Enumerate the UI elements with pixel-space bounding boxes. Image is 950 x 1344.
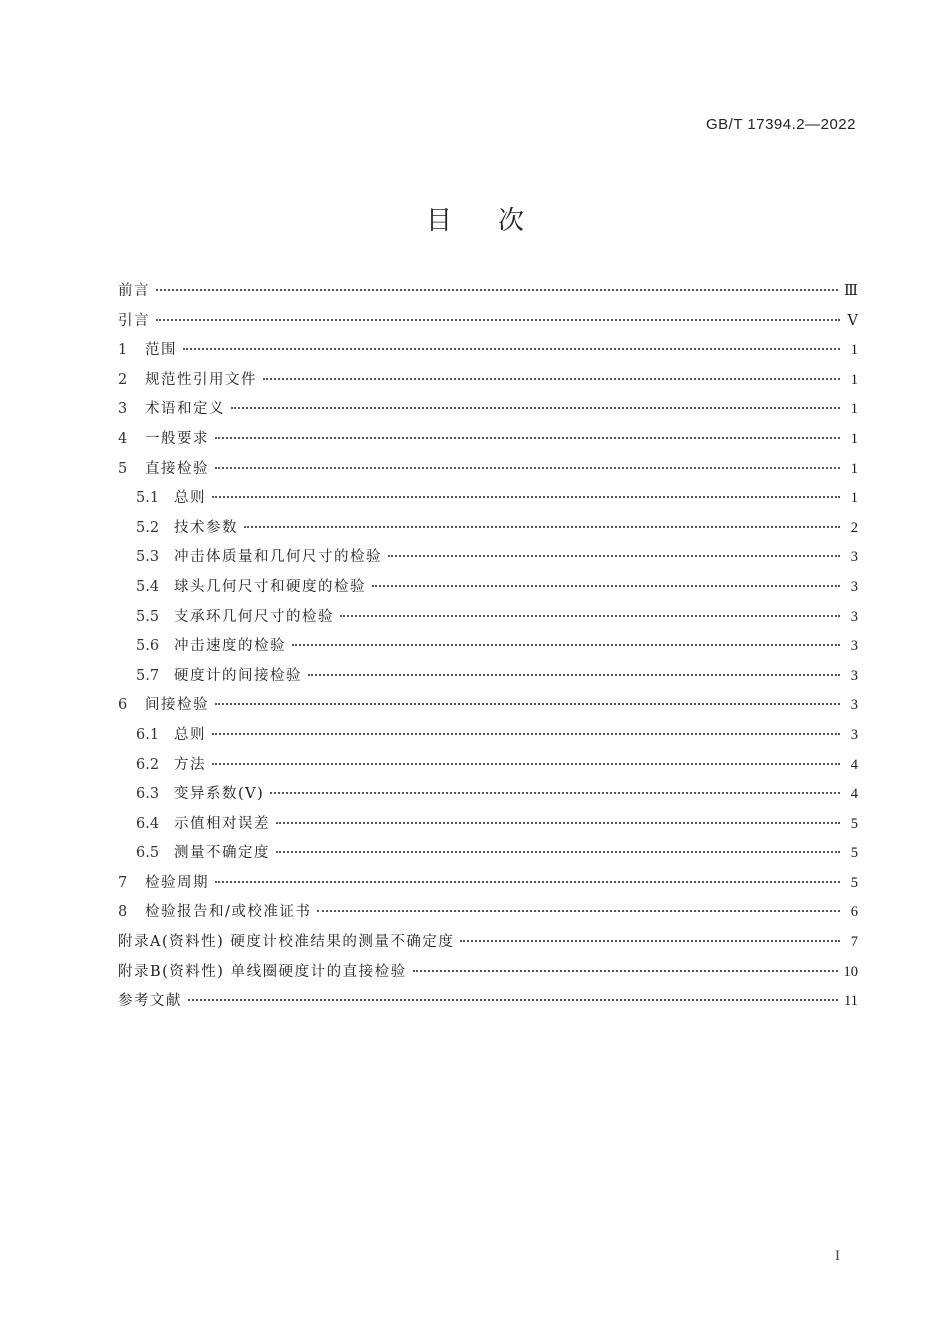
toc-entry-number: 6.4 [136, 815, 160, 832]
toc-entry-label: 测量不确定度 [174, 845, 270, 862]
toc-entry-page: 3 [850, 578, 858, 595]
dot-leader [308, 674, 840, 676]
toc-entry-number: 5.2 [136, 519, 160, 536]
toc-entry[interactable] [118, 928, 858, 958]
dot-leader [340, 615, 840, 617]
dot-leader [188, 999, 838, 1001]
dot-leader [460, 940, 840, 942]
toc-entry[interactable] [118, 810, 858, 840]
toc-entry-page: 2 [850, 519, 858, 536]
toc-entry-page: 11 [844, 993, 858, 1010]
toc-entry-page: 3 [850, 608, 858, 625]
toc-entry-label: 直接检验 [145, 460, 209, 477]
dot-leader [156, 319, 840, 321]
toc-entry-number: 6 [118, 697, 128, 714]
toc-entry-label: 附录A(资料性) 硬度计校准结果的测量不确定度 [118, 934, 455, 951]
toc-entry[interactable] [118, 455, 858, 485]
page-number: I [835, 1248, 840, 1264]
toc-entry[interactable] [118, 514, 858, 544]
toc-entry[interactable] [118, 987, 858, 1017]
toc-entry-label: 规范性引用文件 [145, 371, 257, 388]
toc-entry-label: 参考文献 [118, 993, 182, 1010]
toc-entry-page: 1 [850, 401, 858, 418]
dot-leader [276, 822, 840, 824]
toc-entry-page: 3 [850, 726, 858, 743]
dot-leader [270, 792, 840, 794]
toc-entry-page: 3 [850, 667, 858, 684]
toc-entry[interactable] [118, 336, 858, 366]
toc-entry-number: 2 [118, 371, 128, 388]
dot-leader [388, 555, 840, 557]
toc-entry-page: 1 [850, 490, 858, 507]
dot-leader [183, 348, 840, 350]
toc-entry-label: 间接检验 [145, 697, 209, 714]
toc-entry-page: 4 [850, 786, 858, 803]
toc-entry-label: 球头几何尺寸和硬度的检验 [174, 578, 366, 595]
dot-leader [317, 910, 840, 912]
toc-entry-number: 6.1 [136, 726, 160, 743]
toc-entry[interactable] [118, 543, 858, 573]
dot-leader [215, 881, 840, 883]
toc-entry-label: 范围 [145, 342, 177, 359]
toc-entry-label: 冲击体质量和几何尺寸的检验 [174, 549, 382, 566]
toc-entry-page: Ⅲ [844, 283, 858, 299]
toc-entry[interactable] [118, 307, 858, 337]
toc-entry-number: 1 [118, 342, 128, 359]
toc-entry-number: 8 [118, 904, 128, 921]
dot-leader [292, 644, 840, 646]
toc-entry-page: 5 [850, 874, 858, 891]
dot-leader [263, 378, 840, 380]
toc-entry-page: 5 [850, 845, 858, 862]
toc-entry-page: 5 [850, 815, 858, 832]
toc-entry[interactable] [118, 277, 858, 307]
toc-entry-page: 3 [850, 638, 858, 655]
toc-entry-page: 1 [850, 460, 858, 477]
toc-entry-number: 6.3 [136, 786, 160, 803]
toc-entry-label: 方法 [174, 756, 206, 773]
dot-leader [276, 851, 840, 853]
toc-entry-label: 支承环几何尺寸的检验 [174, 608, 334, 625]
toc-entry[interactable] [118, 869, 858, 899]
dot-leader [215, 437, 840, 439]
dot-leader [212, 763, 840, 765]
toc-entry-number: 6.5 [136, 845, 160, 862]
toc-entry[interactable] [118, 366, 858, 396]
toc-entry-label: 前言 [118, 283, 150, 299]
toc-entry-label: 技术参数 [174, 519, 238, 536]
dot-leader [212, 496, 840, 498]
toc-entry-label: 附录B(资料性) 单线圈硬度计的直接检验 [118, 963, 407, 980]
toc-entry-label: 变异系数(V) [174, 786, 265, 803]
toc-entry[interactable] [118, 484, 858, 514]
toc-entry-number: 6.2 [136, 756, 160, 773]
toc-entry-page: 3 [850, 549, 858, 566]
toc-entry[interactable] [118, 573, 858, 603]
toc-entry[interactable] [118, 662, 858, 692]
toc-entry-number: 3 [118, 401, 128, 418]
toc-entry-label: 引言 [118, 312, 150, 329]
toc-entry-page: 1 [850, 371, 858, 388]
dot-leader [215, 703, 840, 705]
dot-leader [372, 585, 840, 587]
dot-leader [244, 526, 840, 528]
toc-entry[interactable] [118, 603, 858, 633]
toc-entry-number: 5.6 [136, 638, 160, 655]
toc-entry-number: 5 [118, 460, 128, 477]
toc-entry-number: 5.1 [136, 490, 160, 507]
toc-entry-label: 检验报告和/或校准证书 [145, 904, 312, 921]
dot-leader [212, 733, 840, 735]
toc-entry[interactable] [118, 839, 858, 869]
dot-leader [156, 289, 838, 291]
toc-entry[interactable] [118, 780, 858, 810]
toc-entry-label: 术语和定义 [145, 401, 225, 418]
toc-entry[interactable] [118, 751, 858, 781]
dot-leader [231, 407, 840, 409]
toc-entry-label: 示值相对误差 [174, 815, 270, 832]
dot-leader [215, 467, 840, 469]
toc-entry-page: 10 [843, 963, 858, 980]
toc-entry[interactable] [118, 691, 858, 721]
toc-entry[interactable] [118, 721, 858, 751]
toc-entry-page: 6 [850, 904, 858, 921]
toc-entry-label: 总则 [174, 726, 206, 743]
toc-entry-label: 冲击速度的检验 [174, 638, 286, 655]
toc-entry-page: 4 [850, 756, 858, 773]
toc-entry-label: 总则 [174, 490, 206, 507]
standard-code: GB/T 17394.2—2022 [706, 116, 856, 133]
toc-entry-page: 7 [850, 934, 858, 951]
toc-entry-number: 4 [118, 430, 128, 447]
table-of-contents [118, 277, 858, 1017]
toc-entry-label: 硬度计的间接检验 [174, 667, 302, 684]
toc-entry-number: 5.3 [136, 549, 160, 566]
toc-entry-page: Ⅴ [847, 312, 858, 329]
toc-entry[interactable] [118, 632, 858, 662]
toc-entry[interactable] [118, 425, 858, 455]
toc-entry[interactable] [118, 898, 858, 928]
toc-entry-number: 7 [118, 874, 128, 891]
toc-entry-label: 检验周期 [145, 874, 209, 891]
page-title: 目次 [425, 206, 570, 236]
dot-leader [413, 970, 838, 972]
toc-entry-label: 一般要求 [145, 430, 209, 447]
toc-entry-number: 5.5 [136, 608, 160, 625]
toc-entry-number: 5.4 [136, 578, 160, 595]
toc-entry[interactable] [118, 958, 858, 988]
toc-entry-number: 5.7 [136, 667, 160, 684]
toc-entry-page: 1 [850, 342, 858, 359]
toc-entry[interactable] [118, 395, 858, 425]
toc-entry-page: 3 [850, 697, 858, 714]
toc-entry-page: 1 [850, 430, 858, 447]
